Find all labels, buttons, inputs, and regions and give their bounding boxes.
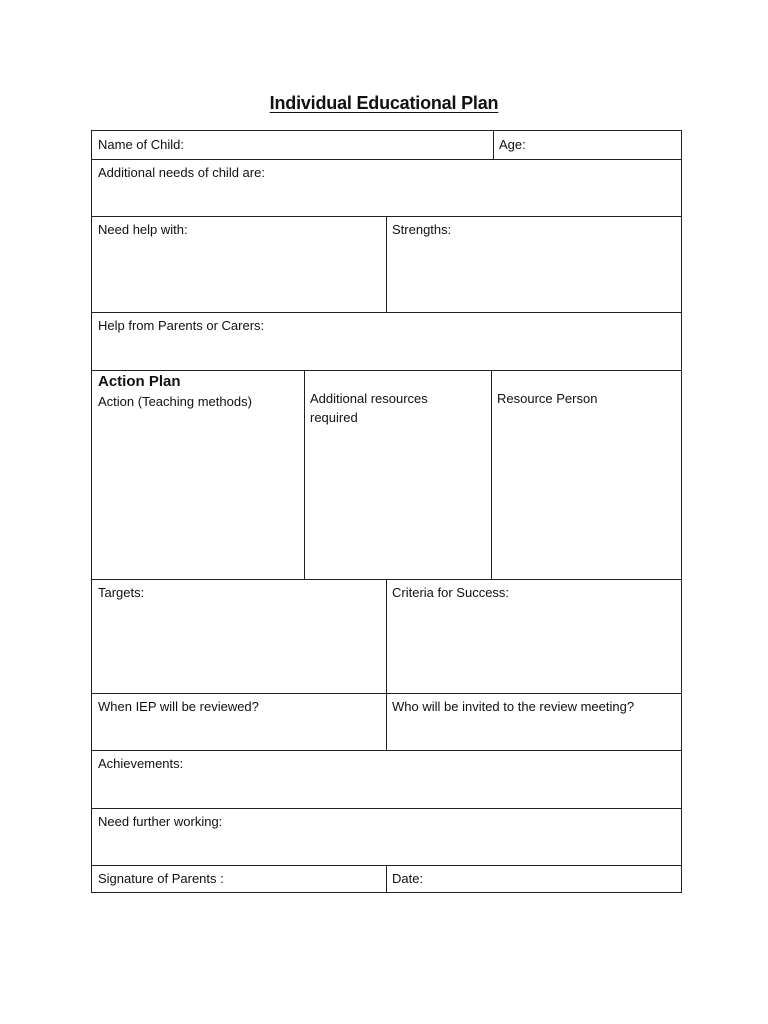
iep-form-table [91, 130, 682, 893]
targets-cell[interactable] [92, 579, 386, 693]
who-invited-label: Who will be invited to the review meeting? [392, 699, 635, 714]
date-cell[interactable] [386, 865, 683, 893]
action-plan-heading: Action Plan [98, 373, 181, 390]
action-teaching-methods-cell[interactable] [92, 370, 304, 579]
action-teaching-methods-label: Action (Teaching methods) [98, 394, 252, 409]
who-invited-cell[interactable] [386, 693, 683, 750]
date-label: Date: [392, 871, 424, 886]
achievements-cell[interactable] [92, 750, 683, 808]
criteria-for-success-label: Criteria for Success: [392, 585, 510, 600]
name-of-child-cell[interactable] [92, 131, 493, 159]
signature-of-parents-cell[interactable] [92, 865, 386, 893]
when-reviewed-label: When IEP will be reviewed? [98, 699, 259, 714]
age-label: Age: [499, 137, 526, 152]
age-cell[interactable] [493, 131, 683, 159]
targets-label: Targets: [98, 585, 145, 600]
additional-resources-label: Additional resources required [310, 391, 428, 425]
additional-needs-label: Additional needs of child are: [98, 165, 265, 180]
need-help-with-cell[interactable] [92, 216, 386, 312]
need-help-with-label: Need help with: [98, 222, 188, 237]
help-from-parents-cell[interactable] [92, 312, 683, 370]
additional-resources-cell[interactable] [304, 370, 491, 579]
signature-of-parents-label: Signature of Parents : [98, 871, 224, 886]
page-title: Individual Educational Plan [269, 93, 499, 113]
help-from-parents-label: Help from Parents or Carers: [98, 318, 265, 333]
strengths-cell[interactable] [386, 216, 683, 312]
strengths-label: Strengths: [392, 222, 452, 237]
resource-person-cell[interactable] [491, 370, 683, 579]
additional-needs-cell[interactable] [92, 159, 683, 216]
when-reviewed-cell[interactable] [92, 693, 386, 750]
achievements-label: Achievements: [98, 756, 184, 771]
criteria-for-success-cell[interactable] [386, 579, 683, 693]
need-further-working-cell[interactable] [92, 808, 683, 865]
need-further-working-label: Need further working: [98, 814, 223, 829]
resource-person-label: Resource Person [497, 391, 598, 406]
name-of-child-label: Name of Child: [98, 137, 184, 152]
